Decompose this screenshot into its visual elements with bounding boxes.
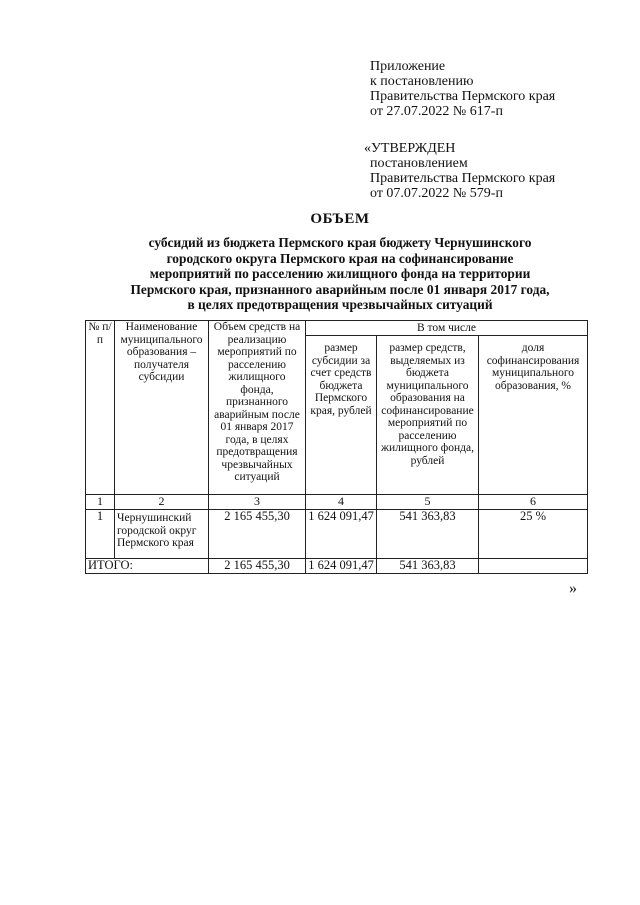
closing-quote: » bbox=[569, 580, 577, 597]
table-header-row-1 bbox=[86, 321, 588, 336]
header-group-including: В том числе bbox=[306, 321, 588, 336]
approved-line-4: от 07.07.2022 № 579-п bbox=[370, 186, 503, 201]
subtitle-line-2: городского округа Пермского края на софинансирование bbox=[166, 250, 514, 266]
header-col-share: доля софинансирования муниципального образования, % bbox=[479, 336, 588, 495]
subtitle-line-4: Пермского края, признанного аварийным после 01 января 2017 года, bbox=[130, 281, 550, 297]
appendix-line-2: к постановлению bbox=[370, 74, 474, 89]
appendix-line-3: Правительства Пермского края bbox=[370, 89, 556, 104]
header-col-number: № п/п bbox=[86, 321, 115, 495]
appendix-note bbox=[370, 59, 555, 119]
total-amount: 2 165 455,30 bbox=[209, 559, 306, 574]
header-col-subsidy: размер субсидии за счет средств бюджета Пермского края, рублей bbox=[306, 336, 377, 495]
table-row bbox=[86, 510, 588, 559]
subtitle-line-1: субсидий из бюджета Пермского края бюджету Чернушинского bbox=[148, 235, 532, 250]
header-col-municipal-funds: размер средств, выделяемых из бюджета муниципального образования на софинансирование мероприятий по расселению жилищного фонда, рублей bbox=[377, 336, 479, 495]
table-total-row bbox=[86, 559, 588, 574]
total-municipal-amount: 541 363,83 bbox=[377, 559, 479, 574]
row-share-percent: 25 % bbox=[479, 510, 588, 559]
document-subtitle bbox=[105, 235, 575, 313]
appendix-line-4: от 27.07.2022 № 617-п bbox=[370, 104, 503, 119]
total-share-empty bbox=[479, 559, 588, 574]
column-number-5: 5 bbox=[377, 495, 479, 510]
row-number: 1 bbox=[86, 510, 115, 559]
document-title: ОБЪЕМ bbox=[310, 211, 370, 227]
total-label: ИТОГО: bbox=[86, 559, 209, 574]
column-number-6: 6 bbox=[479, 495, 588, 510]
column-numbers-row bbox=[86, 495, 588, 510]
row-total-amount: 2 165 455,30 bbox=[209, 510, 306, 559]
column-number-3: 3 bbox=[209, 495, 306, 510]
column-number-4: 4 bbox=[306, 495, 377, 510]
approved-line-3: Правительства Пермского края bbox=[370, 171, 556, 186]
approved-line-1: «УТВЕРЖДЕН bbox=[364, 141, 456, 156]
appendix-line-1: Приложение bbox=[370, 59, 446, 74]
approved-line-2: постановлением bbox=[370, 156, 468, 171]
column-number-2: 2 bbox=[115, 495, 209, 510]
approval-stamp bbox=[364, 141, 556, 201]
row-municipality-name: Чернушинский городской округ Пермского края bbox=[115, 510, 209, 559]
header-col-total: Объем средств на реализацию мероприятий по расселению жилищного фонда, признанного аварийным после 01 января 2017 года, в целях предотвращения чрезвычайных ситуаций bbox=[209, 321, 306, 495]
row-municipal-amount: 541 363,83 bbox=[377, 510, 479, 559]
header-col-municipality: Наименование муниципального образования – получателя субсидии bbox=[115, 321, 209, 495]
subsidy-table bbox=[85, 320, 588, 574]
subtitle-line-5: в целях предотвращения чрезвычайных ситуаций bbox=[187, 297, 493, 312]
column-number-1: 1 bbox=[86, 495, 115, 510]
subtitle-line-3: мероприятий по расселению жилищного фонда на территории bbox=[149, 266, 531, 281]
total-subsidy-amount: 1 624 091,47 bbox=[306, 559, 377, 574]
row-subsidy-amount: 1 624 091,47 bbox=[306, 510, 377, 559]
